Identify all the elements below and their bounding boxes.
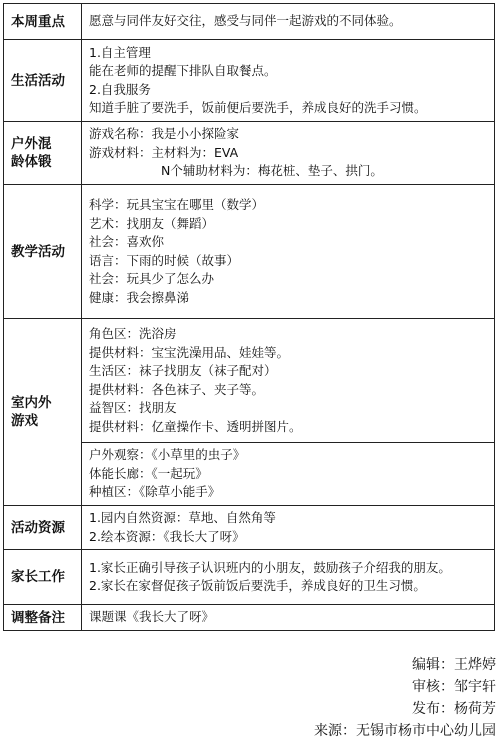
editor-credit: 编辑：王烨婷 <box>412 657 496 673</box>
outdoor-game-line: 体能长廊：《一起玩》 <box>89 465 208 481</box>
reviewer-credit: 审核：邹宇轩 <box>412 679 496 695</box>
row-life <box>4 40 495 122</box>
row-parents <box>4 550 495 605</box>
teaching-line: 社会：喜欢你 <box>89 234 165 249</box>
teaching-line: 艺术：找朋友（舞蹈） <box>89 215 215 231</box>
indoor-line: 提供材料：宝宝洗澡用品、娃娃等。 <box>89 344 290 360</box>
resources-content <box>82 506 495 550</box>
weekly-plan-table <box>3 3 495 631</box>
focus-text: 愿意与同伴友好交往，感受与同伴一起游戏的不同体验。 <box>82 4 495 40</box>
teaching-line: 社会：玩具少了怎么办 <box>89 271 215 286</box>
indoor-line: 提供材料：各色袜子、夹子等。 <box>89 381 265 397</box>
outdoor-line: 游戏名称：我是小小探险家 <box>89 126 240 142</box>
indoor-line: 提供材料：亿童操作卡、透明拼图片。 <box>89 418 302 434</box>
label-parents: 家长工作 <box>4 550 82 605</box>
label-life: 生活活动 <box>4 40 82 122</box>
label-resources: 活动资源 <box>4 506 82 550</box>
life-content <box>82 40 495 122</box>
parents-line: 1.家长正确引导孩子认识班内的小朋友，鼓励孩子介绍我的朋友。 <box>89 559 451 575</box>
outdoor-games-content <box>82 443 495 506</box>
life-line: 知道手脏了要洗手，饭前便后要洗手，养成良好的洗手习惯。 <box>89 100 427 115</box>
label-notes: 调整备注 <box>4 605 82 631</box>
indoor-line: 生活区：袜子找朋友（袜子配对） <box>89 363 277 378</box>
label-focus: 本周重点 <box>4 4 82 40</box>
parents-line: 2.家长在家督促孩子饭前饭后要洗手，养成良好的卫生习惯。 <box>89 578 426 593</box>
row-games-indoor <box>4 319 495 443</box>
teaching-line: 科学：玩具宝宝在哪里（数学） <box>89 197 265 212</box>
notes-content: 课题课《我长大了呀》 <box>82 605 495 631</box>
life-line: 1.自主管理 <box>89 44 151 60</box>
outdoor-content <box>82 122 495 185</box>
row-notes <box>4 605 495 631</box>
credits-footer <box>314 654 496 742</box>
outdoor-game-line: 种植区：《除草小能手》 <box>89 484 221 500</box>
resources-line: 1.园内自然资源：草地、自然角等 <box>89 510 276 525</box>
indoor-line: 益智区：找朋友 <box>89 400 177 415</box>
teaching-content <box>82 185 495 319</box>
publisher-credit: 发布：杨荷芳 <box>412 701 496 717</box>
life-line: 能在老师的提醒下排队自取餐点。 <box>89 63 277 78</box>
row-teaching <box>4 185 495 319</box>
row-outdoor <box>4 122 495 185</box>
row-focus <box>4 4 495 40</box>
outdoor-game-line: 户外观察：《小草里的虫子》 <box>89 447 246 463</box>
teaching-line: 语言：下雨的时候（故事） <box>89 252 240 268</box>
row-resources <box>4 506 495 550</box>
label-games: 室内外 游戏 <box>4 319 82 506</box>
source-credit: 来源：无锡市杨市中心幼儿园 <box>314 723 496 739</box>
indoor-line: 角色区：洗浴房 <box>89 326 177 341</box>
parents-content <box>82 550 495 605</box>
resources-line: 2.绘本资源：《我长大了呀》 <box>89 528 245 544</box>
indoor-games-content <box>82 319 495 443</box>
label-teaching: 教学活动 <box>4 185 82 319</box>
life-line: 2.自我服务 <box>89 81 151 97</box>
outdoor-line: N个辅助材料为：梅花桩、垫子、拱门。 <box>161 163 383 179</box>
teaching-line: 健康：我会擦鼻涕 <box>89 289 190 305</box>
outdoor-line: 游戏材料：主材料为：EVA <box>89 144 239 160</box>
label-outdoor: 户外混 龄体锻 <box>4 122 82 185</box>
